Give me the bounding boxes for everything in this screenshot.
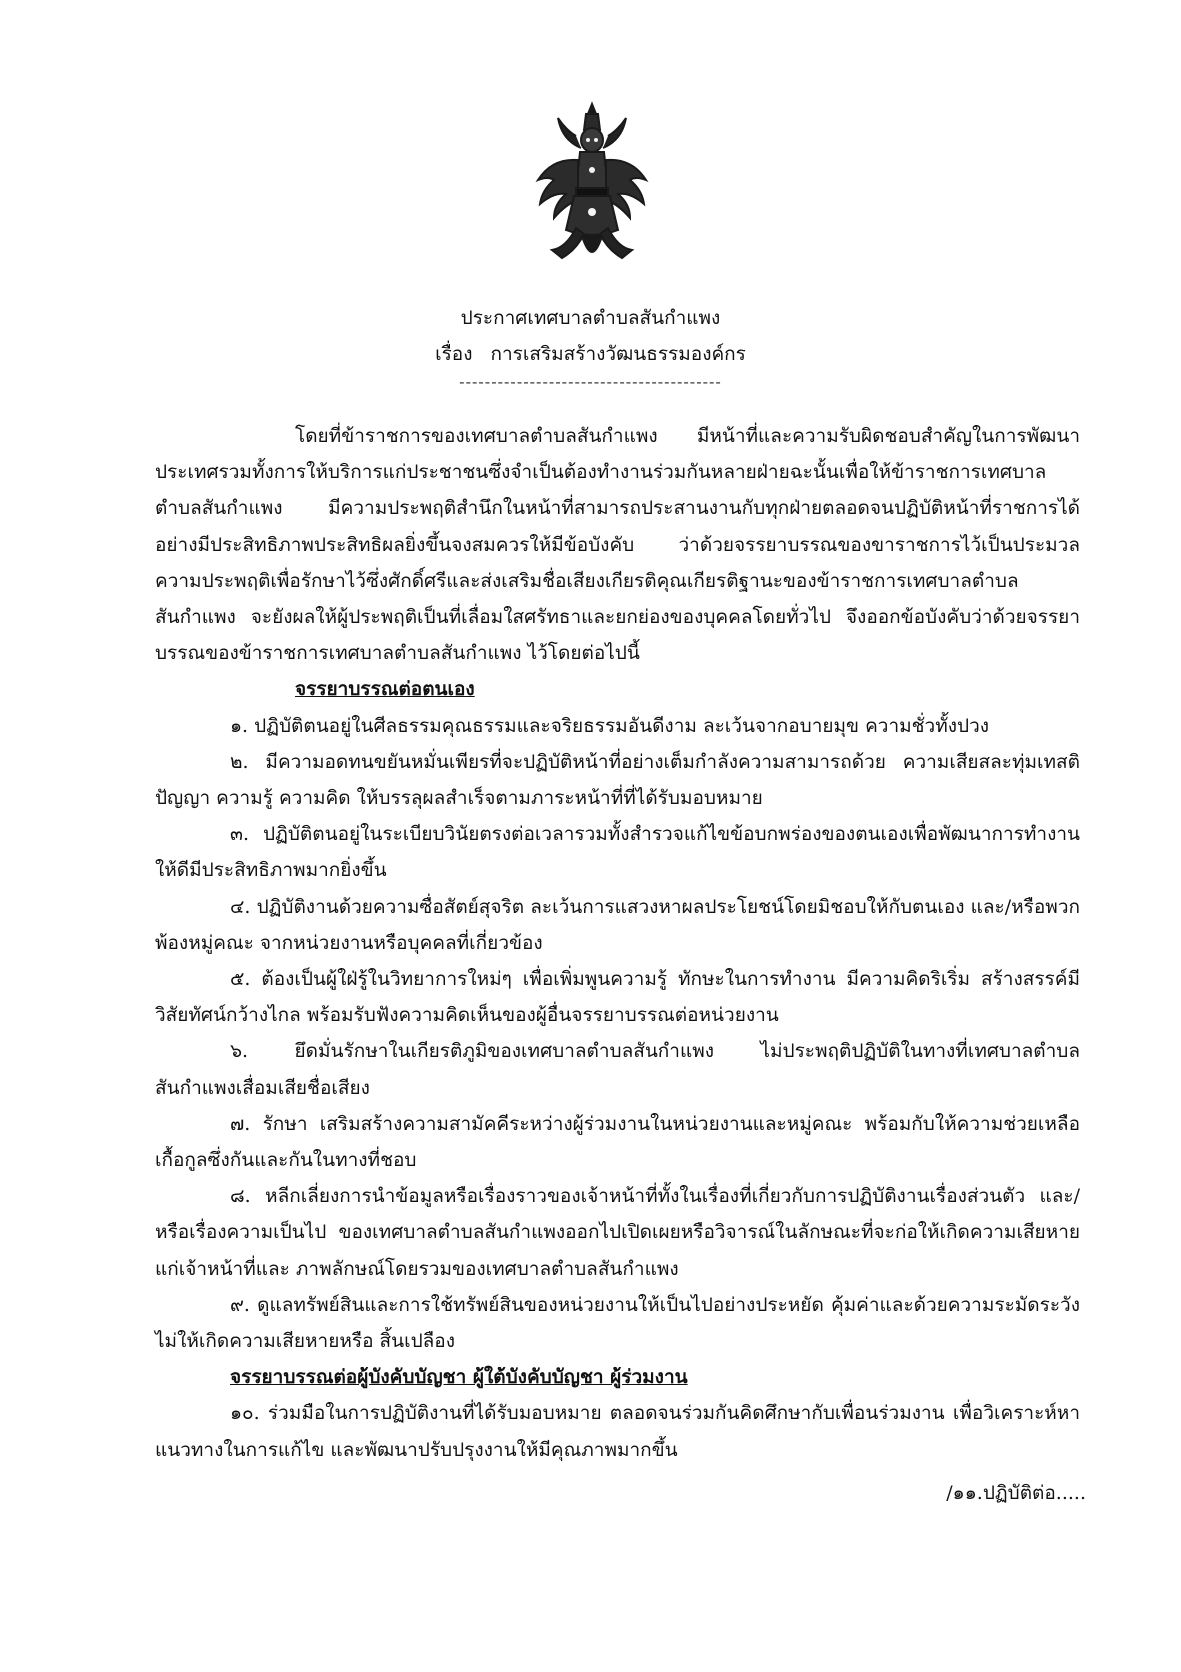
list-item: ๖. ยึดมั่นรักษาในเกียรติภูมิของเทศบาลตำบลสันกำแพง ไม่ประพฤติปฏิบัติในทางที่เทศบาลตำบลสันกำแพงเสื่อมเสียชื่อเสียง bbox=[155, 1040, 1080, 1099]
list-item: ๘. หลีกเลี่ยงการนำข้อมูลหรือเรื่องราวของเจ้าหน้าที่ทั้งในเรื่องที่เกี่ยวกับการปฏิบัติงานเรื่องส่วนตัว และ/หรือเรื่องความเป็นไป ของเทศบาลตำบลสันกำแพงออกไปเปิดเผยหรือวิจารณ์ในลักษณะที่จะก่อให้เกิดความเสียหายแก่เจ้าหน้าที่และ ภาพลักษณ์โดยรวมของเทศบาลตำบลสันกำแพง bbox=[155, 1185, 1080, 1280]
document-body bbox=[155, 418, 1080, 1468]
subject-label: เรื่อง bbox=[435, 343, 473, 365]
subject-text: การเสริมสร้างวัฒนธรรมองค์กร bbox=[490, 343, 746, 365]
continuation-note: /๑๑.ปฏิบัติต่อ..... bbox=[946, 1482, 1086, 1504]
list-item: ๔. ปฏิบัติงานด้วยความซื่อสัตย์สุจริต ละเว้นการแสวงหาผลประโยชน์โดยมิชอบให้กับตนเอง และ/หรือพวกพ้องหมู่คณะ จากหน่วยงานหรือบุคคลที่เกี่ยวข้อง bbox=[155, 895, 1080, 954]
list-item: ๓. ปฏิบัติตนอยู่ในระเบียบวินัยตรงต่อเวลารวมทั้งสำรวจแก้ไขข้อบกพร่องของตนเองเพื่อพัฒนาการทำงานให้ดีมีประสิทธิภาพมากยิ่งขึ้น bbox=[155, 823, 1080, 882]
section-heading-colleagues: จรรยาบรรณต่อผู้บังคับบัญชา ผู้ใต้บังคับบัญชา ผู้ร่วมงาน bbox=[230, 1366, 688, 1389]
list-item: ๒. มีความอดทนขยันหมั่นเพียรที่จะปฏิบัติหน้าที่อย่างเต็มกำลังความสามารถด้วย ความเสียสละทุ่มเทสติปัญญา ความรู้ ความคิด ให้บรรลุผลสำเร็จตามภาระหน้าที่ที่ได้รับมอบหมาย bbox=[155, 750, 1080, 810]
announcement-title: ประกาศเทศบาลตำบลสันกำแพง bbox=[460, 307, 721, 329]
list-item: ๕. ต้องเป็นผู้ใฝ่รู้ในวิทยาการใหม่ๆ เพื่อเพิ่มพูนความรู้ ทักษะในการทำงาน มีความคิดริเริ่ม สร้างสรรค์มีวิสัยทัศน์กว้างไกล พร้อมรับฟังความคิดเห็นของผู้อื่นจรรยาบรรณต่อหน่วยงาน bbox=[155, 968, 1080, 1027]
preamble-paragraph: โดยที่ข้าราชการของเทศบาลตำบลสันกำแพง มีหน้าที่และความรับผิดชอบสำคัญในการพัฒนาประเทศรวมทั้งการให้บริการแก่ประชาชนซึ่งจำเป็นต้องทำงานร่วมกันหลายฝ่ายฉะนั้นเพื่อให้ข้าราชการเทศบาลตำบลสันกำแพง มีความประพฤติสำนึกในหน้าที่สามารถประสานงานกับทุกฝ่ายตลอดจนปฏิบัติหน้าที่ราชการได้อย่างมีประสิทธิภาพประสิทธิผลยิ่งขึ้นจงสมควรให้มีข้อบังคับ ว่าด้วยจรรยาบรรณของขาราชการไว้เป็นประมวลความประพฤติเพื่อรักษาไว้ซึ่งศักดิ์ศรีและส่งเสริมชื่อเสียงเกียรติคุณเกียรติฐานะของข้าราชการเทศบาลตำบลสันกำแพง จะยังผลให้ผู้ประพฤติเป็นที่เลื่อมใสศรัทธาและยกย่องของบุคคลโดยทั่วไป จึงออกข้อบังคับว่าด้วยจรรยาบรรณของข้าราชการเทศบาลตำบลสันกำแพง ไว้โดยต่อไปนี้ bbox=[155, 425, 1080, 665]
list-item: ๑. ปฏิบัติตนอยู่ในศีลธรรมคุณธรรมและจริยธรรมอันดีงาม ละเว้นจากอบายมุข ความชั่วทั้งปวง bbox=[230, 714, 990, 737]
list-item: ๑๐. ร่วมมือในการปฏิบัติงานที่ได้รับมอบหมาย ตลอดจนร่วมกันคิดศึกษากับเพื่อนร่วมงาน เพื่อวิเคราะห์หาแนวทางในการแก้ไข และพัฒนาปรับปรุงงานให้มีคุณภาพมากขึ้น bbox=[155, 1402, 1080, 1461]
garuda-emblem-icon bbox=[532, 100, 652, 270]
section-heading-self: จรรยาบรรณต่อตนเอง bbox=[295, 678, 475, 701]
header-divider: ----------------------------------------- bbox=[459, 372, 722, 391]
list-item: ๗. รักษา เสริมสร้างความสามัคคีระหว่างผู้ร่วมงานในหน่วยงานและหมู่คณะ พร้อมกับให้ความช่วยเหลือ เกื้อกูลซึ่งกันและกันในทางที่ชอบ bbox=[155, 1112, 1080, 1172]
announcement-subject bbox=[0, 336, 1181, 372]
list-item: ๙. ดูแลทรัพย์สินและการใช้ทรัพย์สินของหน่วยงานให้เป็นไปอย่างประหยัด คุ้มค่าและด้วยความระมัดระวังไม่ให้เกิดความเสียหายหรือ สิ้นเปลือง bbox=[155, 1293, 1080, 1353]
